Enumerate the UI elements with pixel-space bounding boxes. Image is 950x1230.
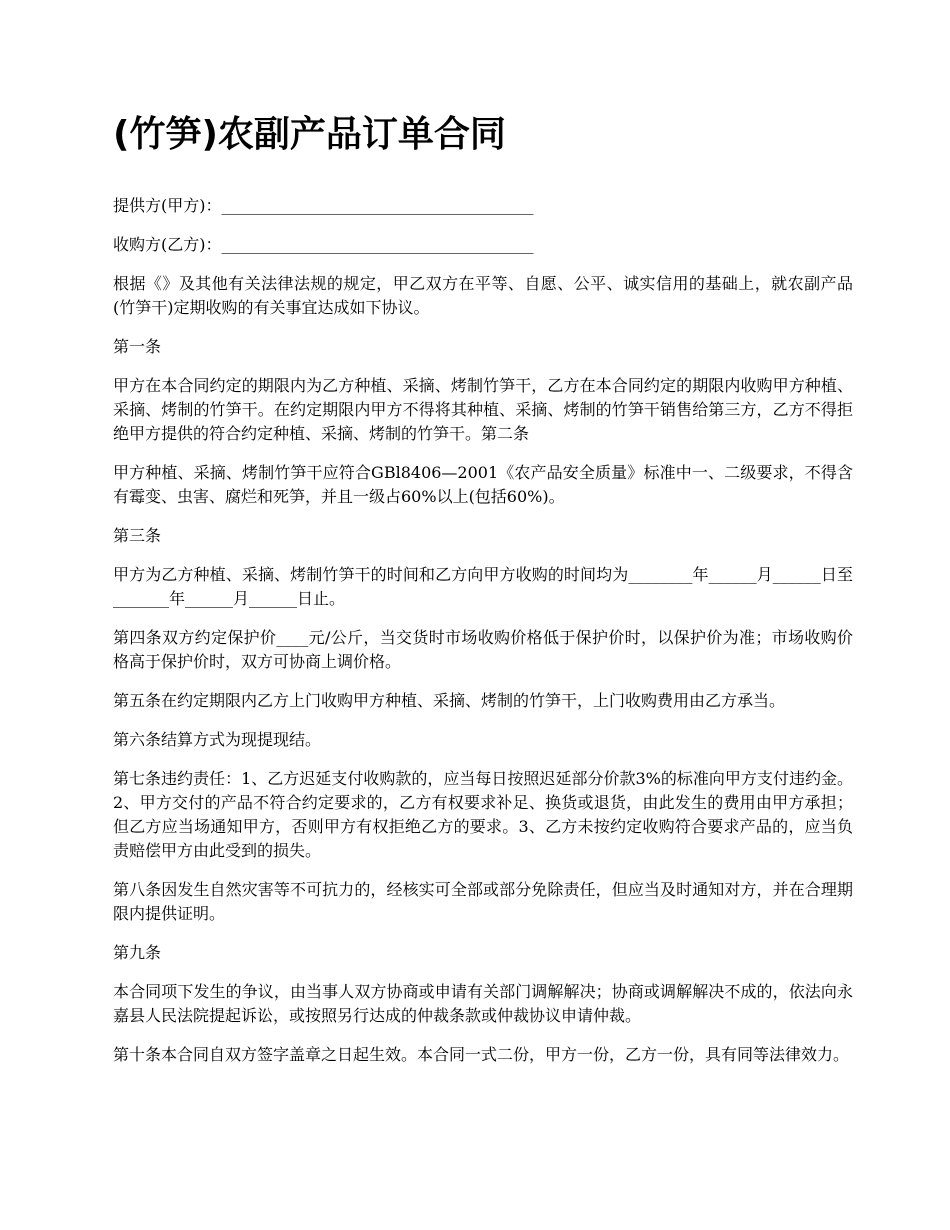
article-1-heading: 第一条	[113, 337, 162, 356]
article-7-paragraph: 第七条违约责任：1、乙方迟延支付收购款的，应当每日按照迟延部分价款3%的标准向甲方支付违约金。2、甲方交付的产品不符合约定要求的，乙方有权要求补足、换货或退货，由此发生的费用由甲方承担；但乙方应当场通知甲方，否则甲方有权拒绝乙方的要求。3、乙方未按约定收购符合要求产品的，应当负责赔偿甲方由此受到的损失。	[113, 769, 853, 860]
article-9-body: 本合同项下发生的争议，由当事人双方协商或申请有关部门调解解决；协商或调解解决不成的，依法向永嘉县人民法院提起诉讼，或按照另行达成的仲裁条款或仲裁协议申请仲裁。	[113, 982, 853, 1025]
document-title: (竹笋)农副产品订单合同	[113, 114, 506, 155]
party-a-line: 提供方(甲方)：_______________________________________	[113, 196, 534, 215]
article-3-body: 甲方为乙方种植、采摘、烤制竹笋干的时间和乙方向甲方收购的时间均为________年______月______日至_______年______月______日止。	[113, 565, 853, 608]
article-2-body: 甲方种植、采摘、烤制竹笋干应符合GBl8406—2001《农产品安全质量》标准中一、二级要求，不得含有霉变、虫害、腐烂和死笋，并且一级占60%以上(包括60%)。	[113, 463, 853, 506]
article-9-heading: 第九条	[113, 943, 162, 962]
article-5-paragraph: 第五条在约定期限内乙方上门收购甲方种植、采摘、烤制的竹笋干，上门收购费用由乙方承当。	[113, 691, 786, 710]
article-3-heading: 第三条	[113, 526, 162, 545]
preamble-paragraph: 根据《》及其他有关法律法规的规定，甲乙双方在平等、自愿、公平、诚实信用的基础上，就农副产品(竹笋干)定期收购的有关事宜达成如下协议。	[113, 274, 853, 317]
article-1-body: 甲方在本合同约定的期限内为乙方种植、采摘、烤制竹笋干，乙方在本合同约定的期限内收购甲方种植、采摘、烤制的竹笋干。在约定期限内甲方不得将其种植、采摘、烤制的竹笋干销售给第三方，乙方不得拒绝甲方提供的符合约定种植、采摘、烤制的竹笋干。第二条	[113, 376, 853, 443]
article-4-paragraph: 第四条双方约定保护价____元/公斤，当交货时市场收购价格低于保护价时，以保护价为准；市场收购价格高于保护价时，双方可协商上调价格。	[113, 628, 853, 671]
article-6-paragraph: 第六条结算方式为现提现结。	[113, 730, 322, 749]
article-8-paragraph: 第八条因发生自然灾害等不可抗力的，经核实可全部或部分免除责任，但应当及时通知对方，并在合理期限内提供证明。	[113, 880, 853, 923]
document-page	[113, 110, 853, 1082]
party-b-line: 收购方(乙方)：_______________________________________	[113, 235, 534, 254]
article-10-paragraph: 第十条本合同自双方签字盖章之日起生效。本合同一式二份，甲方一份，乙方一份，具有同等法律效力。	[113, 1045, 850, 1064]
